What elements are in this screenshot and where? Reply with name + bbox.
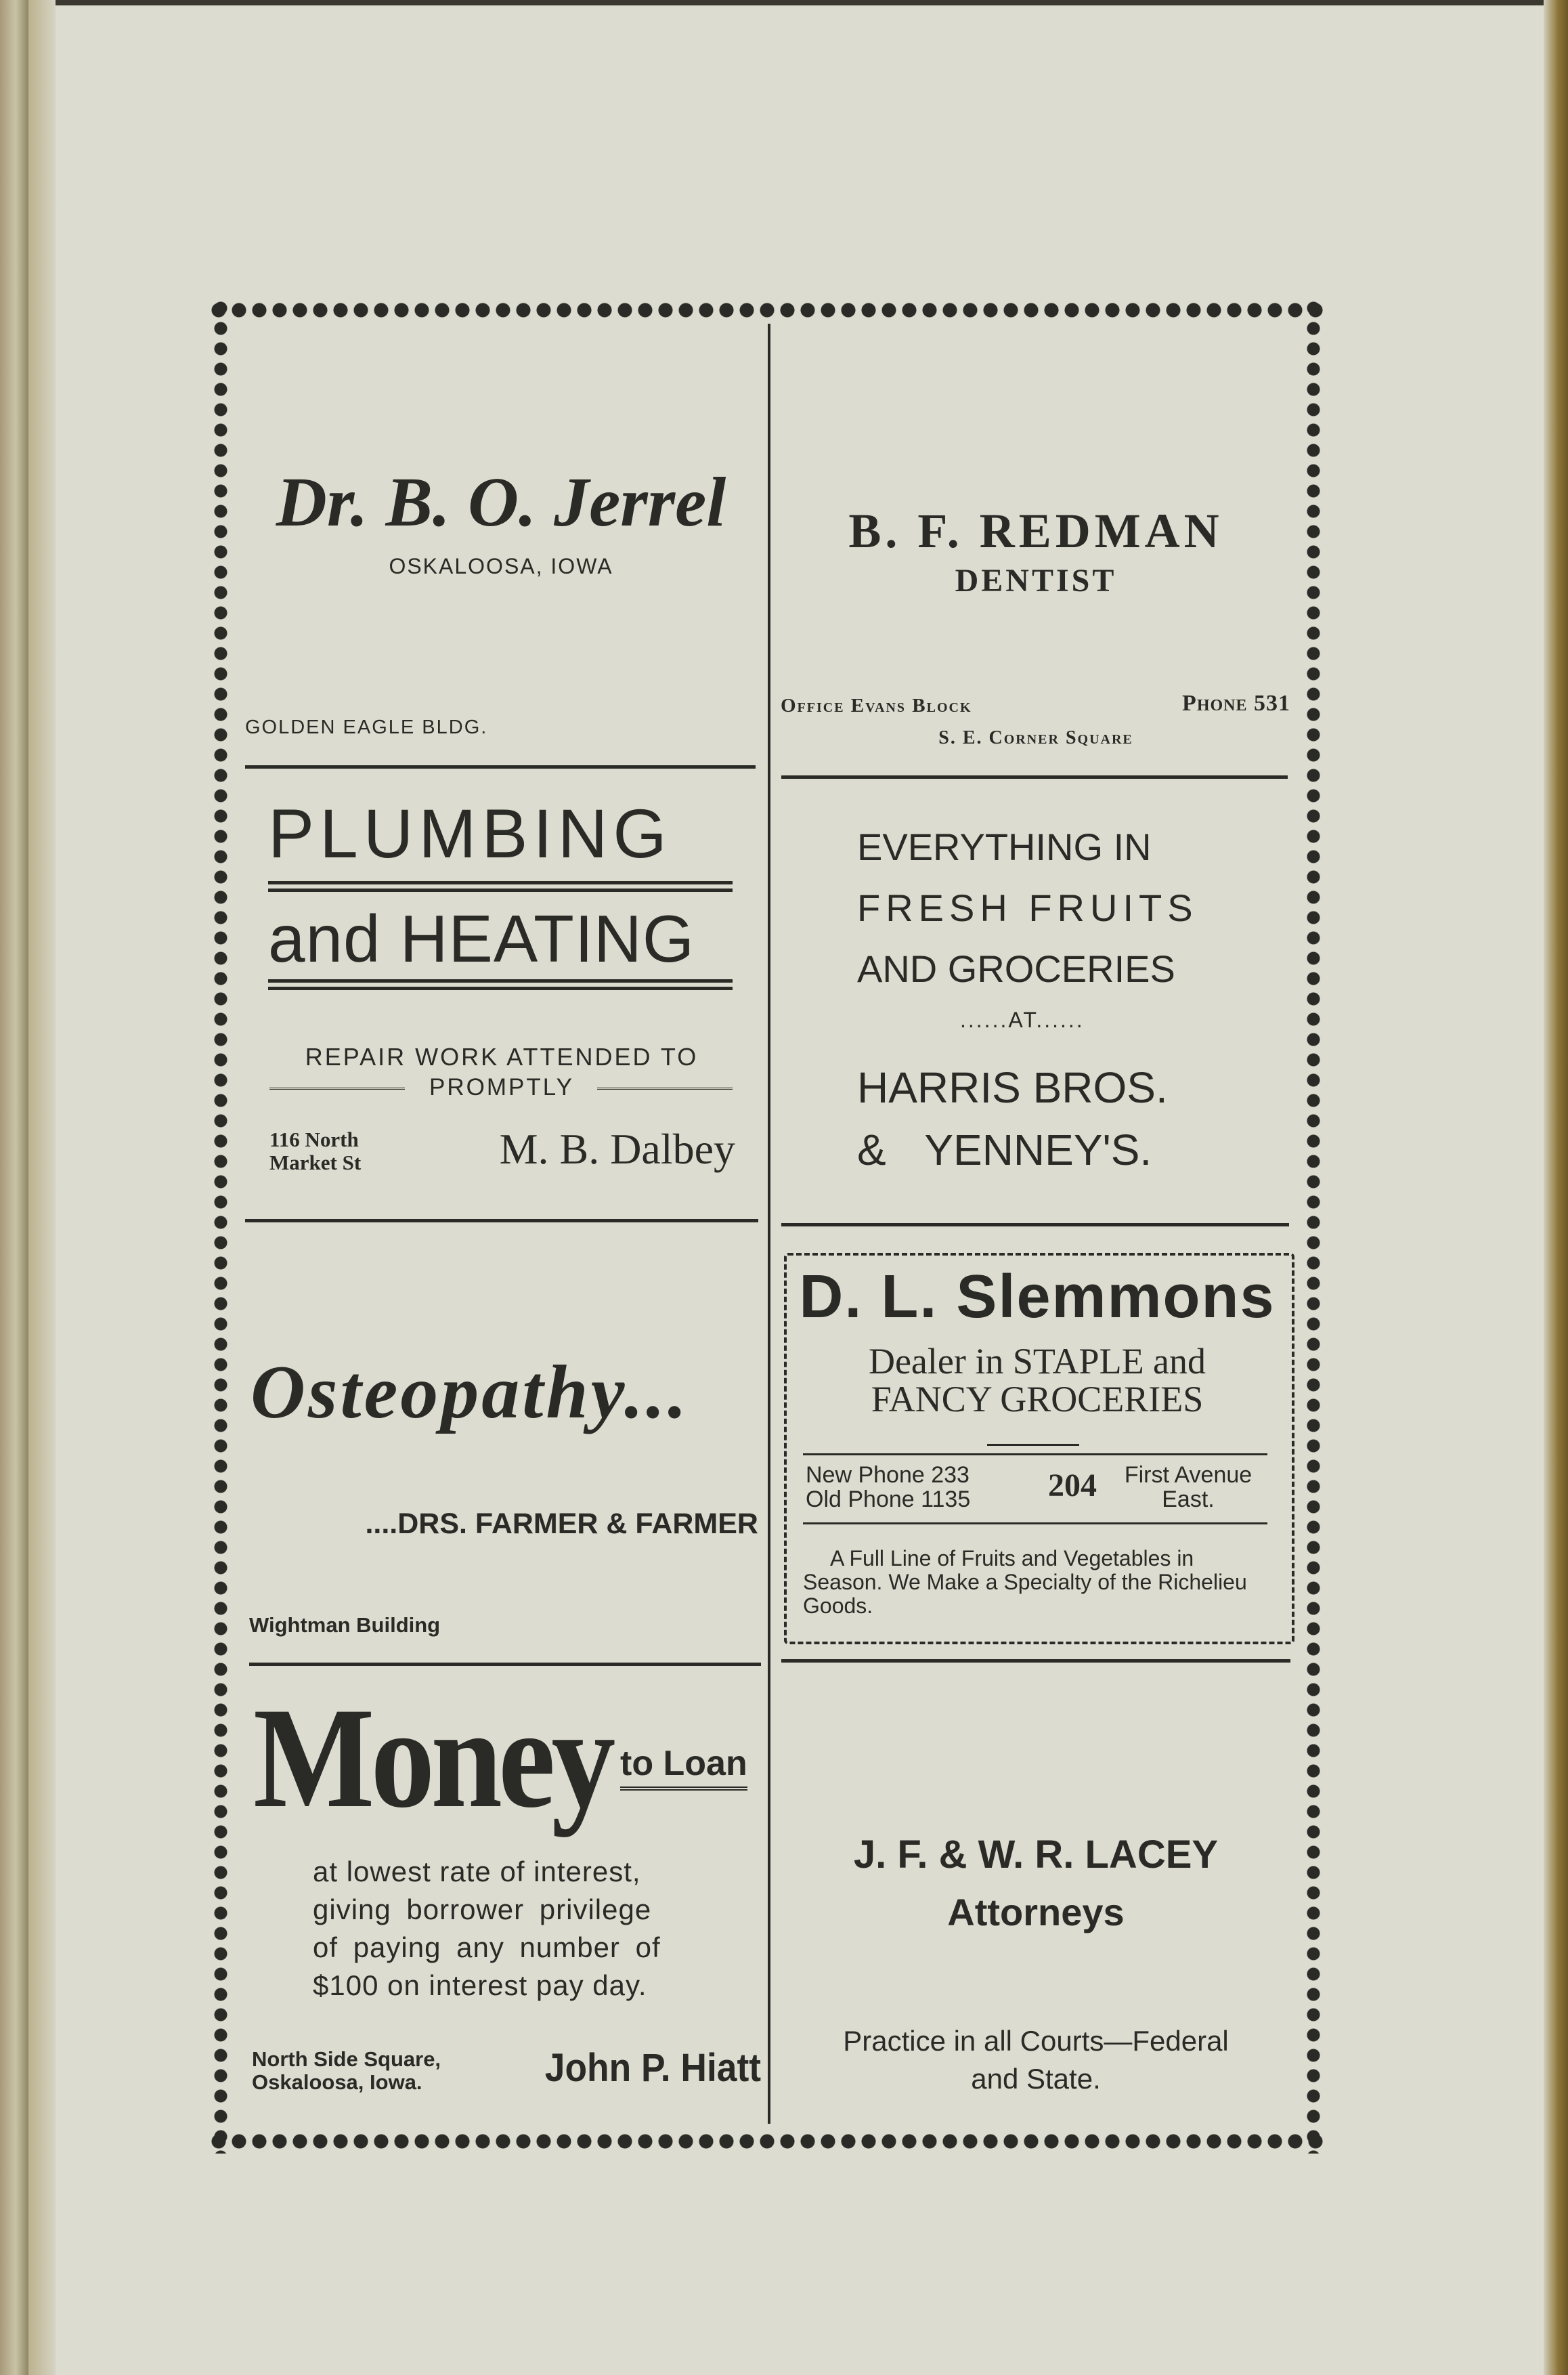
hiatt-line1: at lowest rate of interest, [313,1856,641,1887]
harris-line1: EVERYTHING IN [857,826,1152,868]
hiatt-to-loan: to Loan [620,1743,747,1791]
lacey-title: Attorneys [947,1891,1125,1933]
slemmons-phones [806,1463,970,1512]
slemmons-street1: First Avenue [1124,1462,1253,1488]
hiatt-line4: $100 on interest pay day. [313,1969,647,2001]
plumbing-address [269,1128,361,1174]
lacey-practice1: Practice in all Courts—Federal [843,2025,1229,2057]
border-right [1301,298,1326,2154]
divider-row3-right [781,1659,1290,1663]
slemmons-dealer1: Dealer in STAPLE and [868,1341,1206,1382]
hiatt-terms [313,1853,661,2005]
slemmons-rule1 [803,1453,1267,1455]
divider-row1-left [245,765,756,769]
osteopathy-doctors: ....DRS. FARMER & FARMER [365,1507,758,1540]
column-divider [768,324,770,2124]
plumbing-line2: and HEATING [268,901,695,977]
redman-title: DENTIST [955,563,1117,599]
osteopathy-headline: Osteopathy... [251,1350,690,1434]
slemmons-phone-old: Old Phone 1135 [806,1486,971,1512]
slemmons-street [1104,1463,1273,1512]
page-top-edge [0,0,1568,5]
plumbing-rule1 [268,881,733,892]
page-right-edge [1544,0,1568,2375]
redman-phone: Phone 531 [1182,691,1290,716]
slemmons-short-rule [987,1444,1079,1446]
hiatt-line2: giving borrower privilege [313,1893,652,1925]
plumbing-address2: Market St [269,1151,362,1174]
hiatt-name: John P. Hiatt [544,2046,761,2090]
ad-harris [857,817,1290,1000]
divider-row2-left [245,1219,758,1222]
harris-store1: HARRIS BROS. [857,1063,1168,1112]
jerrel-building: GOLDEN EAGLE BLDG. [245,716,488,738]
book-spine [0,0,28,2375]
lacey-name: J. F. & W. R. LACEY [853,1833,1219,1877]
ad-redman [779,504,1293,599]
hiatt-money: Money [253,1678,612,1838]
redman-location: S. E. Corner Square [938,727,1133,748]
slemmons-phone-new: New Phone 233 [806,1462,970,1488]
jerrel-city: OSKALOOSA, IOWA [389,554,613,578]
border-left [209,298,233,2154]
slemmons-name: D. L. Slemmons [799,1263,1276,1331]
harris-line3: AND GROCERIES [857,947,1175,990]
lacey-practice2: and State. [971,2063,1101,2095]
osteopathy-building: Wightman Building [249,1613,441,1637]
ad-jerrel [244,463,758,579]
redman-name: B. F. REDMAN [848,504,1223,558]
promptly-rule-right [597,1088,733,1090]
hiatt-line3: of paying any number of [313,1931,661,1963]
slemmons-dealer [787,1342,1288,1418]
border-bottom [209,2129,1326,2154]
plumbing-promptly: PROMPTLY [429,1074,574,1100]
slemmons-dealer2: FANCY GROCERIES [871,1379,1204,1419]
plumbing-address1: 116 North [269,1128,359,1151]
border-top [209,298,1326,322]
divider-row3-left [249,1663,761,1666]
slemmons-rule2 [803,1522,1267,1524]
plumbing-promptly-row [268,1074,735,1104]
page-gutter [28,0,56,2375]
plumbing-line1: PLUMBING [268,795,672,872]
lacey-practice [779,2022,1293,2098]
hiatt-address1: North Side Square, [252,2047,441,2071]
plumbing-repair: REPAIR WORK ATTENDED TO [305,1043,699,1071]
jerrel-name: Dr. B. O. Jerrel [276,463,726,541]
redman-office: Office Evans Block [781,695,972,716]
slemmons-note: A Full Line of Fruits and Vegetables in Season. We Make a Specialty of the Richelieu Goods. [803,1546,1247,1618]
promptly-rule-left [269,1088,405,1090]
hiatt-address [252,2048,441,2094]
harris-store2: & YENNEY'S. [857,1126,1152,1174]
plumbing-proprietor: M. B. Dalbey [499,1125,735,1173]
ad-plumbing [268,795,735,990]
harris-line2: FRESH FRUITS [857,886,1198,929]
slemmons-street2: East. [1162,1486,1215,1512]
divider-row2-right [781,1223,1289,1226]
slemmons-street-number: 204 [1048,1468,1097,1503]
harris-store [857,1056,1290,1181]
divider-row1-right [781,775,1288,779]
harris-at: ......AT...... [960,1008,1085,1032]
plumbing-rule2 [268,979,733,990]
hiatt-address2: Oskaloosa, Iowa. [252,2070,422,2094]
